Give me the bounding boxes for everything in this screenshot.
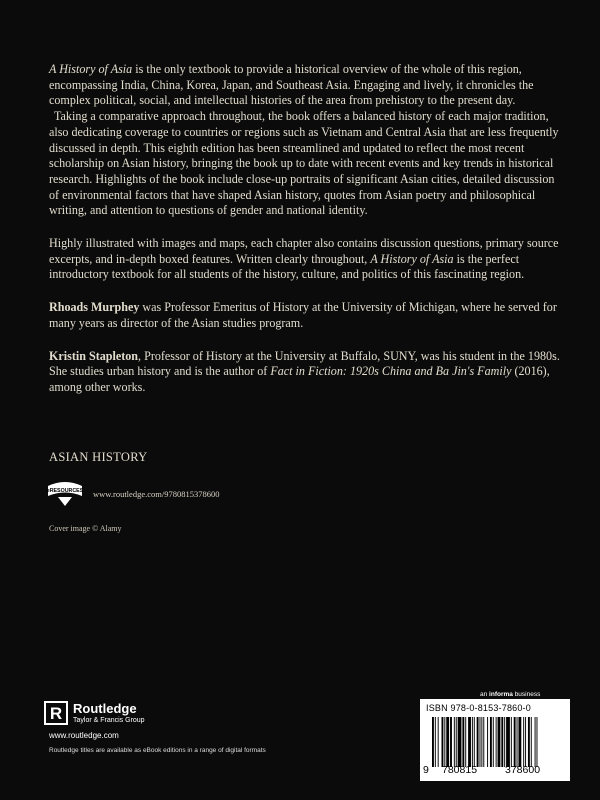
ean-digit-first: 9 — [423, 764, 429, 776]
blurb-paragraph-2: Taking a comparative approach throughout, the book offers a balanced history of each major tradition, also dedicating coverage to countries or regions such as Vietnam and Central Asia that are less frequently discussed in depth. This eighth edition has been streamlined and updated to reflect the most recent scholarship on Asian history, bringing the book up to date with recent events and key trends in historical research. Highlights of the book include close-up portraits of significant Asian cities, detailed discussion of environmental factors that have shaped Asian history, quotes from Asian poetry and philosophical writing, and attention to questions of gender and national identity. — [49, 109, 559, 218]
barcode-bar — [518, 717, 521, 767]
barcode-bars — [432, 717, 564, 767]
barcode-bar — [456, 717, 457, 767]
barcode-bar — [504, 717, 505, 767]
barcode-bar — [442, 717, 444, 767]
other-book-title: Fact in Fiction: 1920s China and Ba Jin's Family — [270, 364, 512, 379]
isbn-number: ISBN 978-0-8153-7860-0 — [426, 703, 531, 713]
barcode-bar — [432, 717, 434, 767]
back-cover-blurb — [49, 62, 564, 396]
barcode-bar — [483, 717, 484, 767]
barcode-bar — [517, 717, 518, 767]
ebook-availability-note: Routledge titles are available as eBook editions in a range of digital formats — [49, 747, 266, 754]
barcode-bar — [525, 717, 526, 767]
eresources-icon-label: eRESOURCES — [46, 488, 84, 494]
blurb-text: is the perfect introductory textbook for all students of the history, culture, and politics of this fascinating region. — [49, 251, 525, 282]
publisher-block — [43, 700, 145, 726]
barcode-bar — [450, 717, 452, 767]
blurb-paragraph-3 — [49, 236, 564, 283]
barcode-bar — [537, 717, 538, 767]
barcode-bar — [506, 717, 510, 767]
publisher-website[interactable]: www.routledge.com — [49, 731, 119, 740]
barcode-bar — [444, 717, 445, 767]
author-name: Kristin Stapleton — [49, 348, 139, 363]
informa-brand: informa — [489, 691, 513, 698]
barcode-bar — [438, 717, 439, 767]
author-bio-text: (2016), among other works. — [49, 364, 550, 394]
author-bio-text: was Professor Emeritus of History at the University of Michigan, where he served for many years as director of the Asian studies program. — [49, 300, 557, 330]
author-bio-stapleton — [49, 349, 564, 396]
companion-website-link[interactable]: www.routledge.com/9780815378600 — [93, 489, 220, 499]
barcode-bar — [496, 717, 497, 767]
blurb-text: is the only textbook to provide a historical overview of the whole of this region, encompassing India, China, Korea, Japan, and Southeast Asia. Engaging and lively, it chronicles the complex political, social, and intellectual histories of the area from prehistory to the present day. — [49, 62, 534, 108]
barcode-bar — [531, 717, 532, 767]
author-name: Rhoads Murphey — [49, 300, 140, 315]
cover-image-credit: Cover image © Alamy — [49, 524, 122, 533]
barcode-bar — [498, 717, 501, 767]
barcode-bar — [511, 717, 512, 767]
author-bio-text: , Professor of History at the University at Buffalo, SUNY, was his student in the 1980s. She studies urban history and is the author of — [49, 348, 560, 379]
barcode-bar — [474, 717, 475, 767]
barcode-bar — [490, 717, 492, 767]
book-title-italic: A History of Asia — [370, 251, 454, 266]
barcode-bar — [465, 717, 466, 767]
barcode-bar — [481, 717, 482, 767]
informa-prefix: an — [480, 691, 490, 698]
barcode-bar — [501, 717, 503, 767]
barcode-bar — [435, 717, 436, 767]
publisher-group: Taylor & Francis Group — [73, 716, 145, 724]
eresources-icon — [45, 480, 85, 508]
routledge-logo-letter: R — [49, 704, 63, 723]
barcode-bar — [493, 717, 494, 767]
informa-business-label — [480, 691, 540, 698]
barcode-bar — [472, 717, 473, 767]
barcode-bar — [487, 717, 488, 767]
blurb-text: Highly illustrated with images and maps, each chapter also contains discussion questions, primary source excerpts, and in-depth boxed features. Written clearly throughout, — [49, 236, 559, 266]
barcode-bar — [528, 717, 530, 767]
author-bio-murphey — [49, 300, 564, 331]
book-title-italic: A History of Asia — [49, 62, 133, 76]
ean-digit-group-1: 780815 — [442, 764, 478, 776]
subject-category: ASIAN HISTORY — [49, 450, 148, 464]
barcode-bar — [458, 717, 462, 767]
barcode-bar — [462, 717, 464, 767]
routledge-logo-icon — [43, 700, 69, 726]
barcode-bar — [468, 717, 471, 767]
barcode-bar — [454, 717, 455, 767]
eresources-block — [45, 480, 219, 508]
publisher-name: Routledge — [73, 700, 137, 716]
barcode-bar — [535, 717, 536, 767]
informa-suffix: business — [512, 691, 541, 698]
ean-digits — [420, 763, 570, 779]
barcode-bar — [523, 717, 524, 767]
blurb-paragraph-1 — [49, 62, 564, 109]
barcode-bar — [480, 717, 481, 767]
isbn-barcode — [420, 699, 570, 781]
barcode-bar — [477, 717, 479, 767]
barcode-bar — [514, 717, 516, 767]
barcode-bar — [446, 717, 449, 767]
ean-digit-group-2: 378600 — [505, 764, 541, 776]
